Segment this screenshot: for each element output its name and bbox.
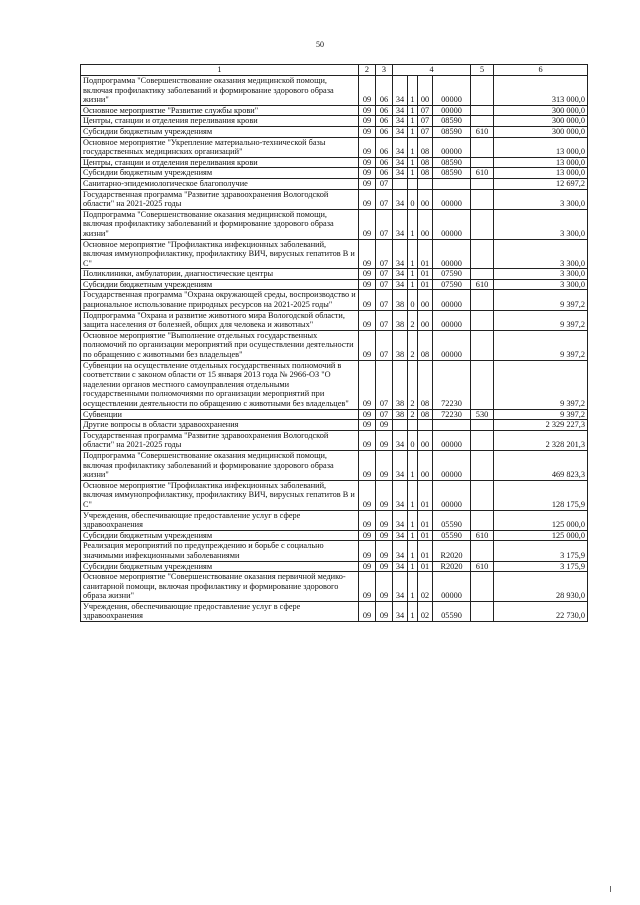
row-section: 09	[359, 430, 376, 450]
row-name: Подпрограмма "Совершенствование оказания медицинской помощи, включая профилактику заболеваний и формирование здорового образа жизни"	[81, 209, 359, 239]
table-row	[81, 430, 588, 450]
table-row	[81, 126, 588, 137]
row-program: 34	[393, 269, 408, 280]
row-expense-type	[471, 480, 494, 510]
row-section: 09	[359, 561, 376, 572]
row-subsection: 07	[376, 310, 393, 330]
row-subprogram: 1	[408, 76, 418, 106]
row-activity: 00	[418, 189, 433, 209]
row-subsection: 07	[376, 239, 393, 269]
row-activity: 07	[418, 116, 433, 127]
row-subsection: 07	[376, 189, 393, 209]
row-name: Субсидии бюджетным учреждениям	[81, 530, 359, 541]
row-activity: 08	[418, 137, 433, 157]
col-header-6: 6	[494, 65, 588, 76]
row-activity: 01	[418, 530, 433, 541]
row-name: Подпрограмма "Совершенствование оказания медицинской помощи, включая профилактику заболеваний и формирование здорового образа жизни"	[81, 450, 359, 480]
table-row	[81, 480, 588, 510]
row-amount: 9 397,2	[494, 310, 588, 330]
row-activity: 01	[418, 561, 433, 572]
row-subsection: 09	[376, 601, 393, 621]
row-name: Субвенции на осуществление отдельных государственных полномочий в соответствии с законом области от 15 января 2013 года № 2966-ОЗ "О наделении органов местного самоуправления отдельными государственными полномочиями по организации мероприятий при осуществлении деятельности по обращению с животными без владельцев"	[81, 360, 359, 409]
row-program: 34	[393, 561, 408, 572]
row-name: Поликлиники, амбулатории, диагностические центры	[81, 269, 359, 280]
row-subprogram: 0	[408, 189, 418, 209]
table-row	[81, 330, 588, 360]
row-expense-type	[471, 601, 494, 621]
row-direction: 00000	[433, 330, 471, 360]
row-direction: 08590	[433, 116, 471, 127]
table-row	[81, 572, 588, 602]
row-expense-type	[471, 310, 494, 330]
row-subsection: 09	[376, 480, 393, 510]
table-row	[81, 279, 588, 290]
row-amount: 3 300,0	[494, 279, 588, 290]
row-name: Учреждения, обеспечивающие предоставление услуг в сфере здравоохранения	[81, 601, 359, 621]
row-expense-type: 610	[471, 561, 494, 572]
row-program: 38	[393, 290, 408, 310]
row-name: Субсидии бюджетным учреждениям	[81, 126, 359, 137]
row-program: 34	[393, 480, 408, 510]
row-direction: 05590	[433, 530, 471, 541]
row-subsection: 09	[376, 541, 393, 561]
row-subsection: 07	[376, 269, 393, 280]
row-amount: 3 175,9	[494, 541, 588, 561]
row-section: 09	[359, 76, 376, 106]
row-expense-type	[471, 269, 494, 280]
table-row	[81, 76, 588, 106]
table-row	[81, 310, 588, 330]
row-section: 09	[359, 409, 376, 420]
row-name: Центры, станции и отделения переливания крови	[81, 116, 359, 127]
row-direction: 72230	[433, 409, 471, 420]
row-program: 34	[393, 209, 408, 239]
row-activity: 02	[418, 601, 433, 621]
row-program: 34	[393, 76, 408, 106]
row-subprogram: 0	[408, 430, 418, 450]
row-section: 09	[359, 189, 376, 209]
table-row	[81, 450, 588, 480]
row-name: Основное мероприятие "Совершенствование оказания первичной медико-санитарной помощи, включая профилактику и формирование здорового образа жизни"	[81, 572, 359, 602]
table-row	[81, 601, 588, 621]
row-direction: 00000	[433, 290, 471, 310]
row-direction: R2020	[433, 541, 471, 561]
row-activity: 07	[418, 105, 433, 116]
row-subsection: 09	[376, 430, 393, 450]
page-number: 50	[316, 40, 324, 49]
row-activity	[418, 420, 433, 431]
row-name: Учреждения, обеспечивающие предоставление услуг в сфере здравоохранения	[81, 510, 359, 530]
row-expense-type	[471, 572, 494, 602]
row-section: 09	[359, 157, 376, 168]
row-subsection: 09	[376, 530, 393, 541]
row-program: 34	[393, 105, 408, 116]
row-subsection: 06	[376, 137, 393, 157]
table-row	[81, 510, 588, 530]
row-amount: 3 300,0	[494, 269, 588, 280]
table-row	[81, 541, 588, 561]
budget-table	[80, 64, 588, 622]
row-direction: 72230	[433, 360, 471, 409]
row-program: 34	[393, 189, 408, 209]
table-row	[81, 137, 588, 157]
row-activity: 01	[418, 480, 433, 510]
row-expense-type	[471, 420, 494, 431]
row-program: 34	[393, 541, 408, 561]
row-subprogram: 1	[408, 116, 418, 127]
row-section: 09	[359, 572, 376, 602]
row-amount: 125 000,0	[494, 510, 588, 530]
row-activity: 02	[418, 572, 433, 602]
row-expense-type: 610	[471, 530, 494, 541]
table-row	[81, 420, 588, 431]
row-direction: R2020	[433, 561, 471, 572]
row-activity: 00	[418, 76, 433, 106]
row-amount: 300 000,0	[494, 105, 588, 116]
row-name: Основное мероприятие "Развитие службы крови"	[81, 105, 359, 116]
row-name: Субсидии бюджетным учреждениям	[81, 279, 359, 290]
row-amount: 9 397,2	[494, 409, 588, 420]
table-row	[81, 409, 588, 420]
row-expense-type	[471, 157, 494, 168]
row-subprogram	[408, 178, 418, 189]
row-section: 09	[359, 269, 376, 280]
row-name: Субсидии бюджетным учреждениям	[81, 561, 359, 572]
row-direction: 00000	[433, 450, 471, 480]
row-amount: 9 397,2	[494, 290, 588, 310]
row-direction	[433, 178, 471, 189]
row-expense-type	[471, 178, 494, 189]
row-section: 09	[359, 480, 376, 510]
row-section: 09	[359, 360, 376, 409]
row-expense-type: 610	[471, 279, 494, 290]
row-expense-type	[471, 76, 494, 106]
table-row	[81, 561, 588, 572]
row-direction: 08590	[433, 168, 471, 179]
row-program: 34	[393, 530, 408, 541]
row-name: Центры, станции и отделения переливания крови	[81, 157, 359, 168]
row-expense-type	[471, 450, 494, 480]
row-subprogram: 2	[408, 360, 418, 409]
row-direction: 07590	[433, 279, 471, 290]
row-amount: 2 328 201,3	[494, 430, 588, 450]
row-expense-type	[471, 239, 494, 269]
row-direction: 00000	[433, 137, 471, 157]
row-direction: 00000	[433, 76, 471, 106]
row-direction: 00000	[433, 105, 471, 116]
row-program: 34	[393, 279, 408, 290]
row-activity: 01	[418, 279, 433, 290]
row-program	[393, 420, 408, 431]
row-expense-type	[471, 137, 494, 157]
row-activity: 08	[418, 157, 433, 168]
row-activity: 08	[418, 409, 433, 420]
row-subprogram: 1	[408, 168, 418, 179]
row-direction: 07590	[433, 269, 471, 280]
row-amount: 3 300,0	[494, 239, 588, 269]
col-header-3: 3	[376, 65, 393, 76]
row-section: 09	[359, 126, 376, 137]
row-expense-type	[471, 430, 494, 450]
row-amount: 12 697,2	[494, 178, 588, 189]
row-name: Другие вопросы в области здравоохранения	[81, 420, 359, 431]
row-amount: 300 000,0	[494, 116, 588, 127]
row-name: Реализация мероприятий по предупреждению и борьбе с социально значимыми инфекционными заболеваниями	[81, 541, 359, 561]
row-amount: 28 930,0	[494, 572, 588, 602]
row-name: Государственная программа "Развитие здравоохранения Вологодской области" на 2021-2025 годы	[81, 430, 359, 450]
row-program	[393, 178, 408, 189]
row-subsection: 09	[376, 572, 393, 602]
row-expense-type	[471, 330, 494, 360]
row-program: 34	[393, 116, 408, 127]
table-row	[81, 290, 588, 310]
row-subsection: 09	[376, 450, 393, 480]
row-activity: 01	[418, 541, 433, 561]
table-row	[81, 209, 588, 239]
row-subprogram: 1	[408, 572, 418, 602]
row-activity: 08	[418, 360, 433, 409]
row-subsection: 07	[376, 209, 393, 239]
row-program: 34	[393, 137, 408, 157]
row-amount: 22 730,0	[494, 601, 588, 621]
table-row	[81, 168, 588, 179]
row-name: Субвенции	[81, 409, 359, 420]
row-amount: 2 329 227,3	[494, 420, 588, 431]
row-subprogram: 1	[408, 601, 418, 621]
row-subprogram: 2	[408, 330, 418, 360]
row-subsection: 07	[376, 279, 393, 290]
row-name: Основное мероприятие "Укрепление материально-технической базы государственных медицинских организаций"	[81, 137, 359, 157]
row-activity: 08	[418, 330, 433, 360]
row-section: 09	[359, 601, 376, 621]
row-activity: 00	[418, 430, 433, 450]
table-row	[81, 189, 588, 209]
row-subsection: 07	[376, 290, 393, 310]
row-section: 09	[359, 310, 376, 330]
row-program: 34	[393, 601, 408, 621]
row-name: Основное мероприятие "Профилактика инфекционных заболеваний, включая иммунопрофилактику, профилактику ВИЧ, вирусных гепатитов В и С"	[81, 239, 359, 269]
row-amount: 13 000,0	[494, 137, 588, 157]
row-section: 09	[359, 168, 376, 179]
table-row	[81, 360, 588, 409]
row-direction: 00000	[433, 430, 471, 450]
row-direction: 08590	[433, 157, 471, 168]
row-direction: 00000	[433, 572, 471, 602]
row-expense-type	[471, 290, 494, 310]
table-row	[81, 116, 588, 127]
row-program: 34	[393, 168, 408, 179]
row-program: 34	[393, 157, 408, 168]
row-section: 09	[359, 290, 376, 310]
row-amount: 9 397,2	[494, 360, 588, 409]
row-subsection: 09	[376, 420, 393, 431]
row-subprogram: 1	[408, 126, 418, 137]
row-direction: 00000	[433, 209, 471, 239]
row-name: Субсидии бюджетным учреждениям	[81, 168, 359, 179]
row-subprogram	[408, 420, 418, 431]
row-subprogram: 1	[408, 561, 418, 572]
row-expense-type	[471, 105, 494, 116]
row-program: 34	[393, 450, 408, 480]
row-amount: 3 300,0	[494, 189, 588, 209]
row-expense-type	[471, 116, 494, 127]
row-direction: 00000	[433, 239, 471, 269]
row-name: Государственная программа "Охрана окружающей среды, воспроизводство и рациональное использование природных ресурсов на 2021-2025 годы"	[81, 290, 359, 310]
row-amount: 13 000,0	[494, 157, 588, 168]
row-amount: 9 397,2	[494, 330, 588, 360]
row-direction: 00000	[433, 480, 471, 510]
row-name: Подпрограмма "Совершенствование оказания медицинской помощи, включая профилактику заболеваний и формирование здорового образа жизни"	[81, 76, 359, 106]
row-subprogram: 2	[408, 310, 418, 330]
row-direction: 00000	[433, 189, 471, 209]
row-subprogram: 1	[408, 105, 418, 116]
table-row	[81, 269, 588, 280]
row-expense-type	[471, 189, 494, 209]
row-direction: 08590	[433, 126, 471, 137]
row-section: 09	[359, 330, 376, 360]
row-section: 09	[359, 530, 376, 541]
row-section: 09	[359, 105, 376, 116]
row-subsection: 07	[376, 409, 393, 420]
row-program: 38	[393, 310, 408, 330]
row-program: 38	[393, 330, 408, 360]
row-activity: 07	[418, 126, 433, 137]
row-expense-type: 610	[471, 168, 494, 179]
row-section: 09	[359, 279, 376, 290]
row-direction: 00000	[433, 310, 471, 330]
row-section: 09	[359, 178, 376, 189]
table-row	[81, 239, 588, 269]
row-expense-type	[471, 360, 494, 409]
row-direction: 05590	[433, 601, 471, 621]
row-subsection: 06	[376, 157, 393, 168]
col-header-5: 5	[471, 65, 494, 76]
row-section: 09	[359, 137, 376, 157]
row-section: 09	[359, 209, 376, 239]
col-header-4: 4	[393, 65, 471, 76]
scan-edge-mark	[610, 886, 611, 892]
row-program: 34	[393, 572, 408, 602]
row-section: 09	[359, 116, 376, 127]
row-expense-type: 530	[471, 409, 494, 420]
row-program: 38	[393, 360, 408, 409]
row-subprogram: 1	[408, 279, 418, 290]
row-subsection: 06	[376, 105, 393, 116]
table-row	[81, 157, 588, 168]
col-header-1: 1	[81, 65, 359, 76]
table-row	[81, 178, 588, 189]
row-amount: 300 000,0	[494, 126, 588, 137]
row-section: 09	[359, 420, 376, 431]
row-program: 34	[393, 126, 408, 137]
row-amount: 128 175,9	[494, 480, 588, 510]
row-section: 09	[359, 450, 376, 480]
row-section: 09	[359, 510, 376, 530]
table-row	[81, 530, 588, 541]
row-direction	[433, 420, 471, 431]
row-subsection: 07	[376, 360, 393, 409]
row-subsection: 09	[376, 561, 393, 572]
row-amount: 3 300,0	[494, 209, 588, 239]
row-program: 34	[393, 430, 408, 450]
row-name: Санитарно-эпидемиологическое благополучие	[81, 178, 359, 189]
table-row	[81, 105, 588, 116]
header-row	[81, 65, 588, 76]
row-activity: 01	[418, 510, 433, 530]
row-subprogram: 1	[408, 239, 418, 269]
row-subprogram: 1	[408, 450, 418, 480]
row-subsection: 07	[376, 330, 393, 360]
row-program: 34	[393, 510, 408, 530]
row-activity: 00	[418, 290, 433, 310]
row-subprogram: 1	[408, 209, 418, 239]
row-amount: 313 000,0	[494, 76, 588, 106]
row-expense-type	[471, 541, 494, 561]
row-direction: 05590	[433, 510, 471, 530]
row-subsection: 06	[376, 76, 393, 106]
row-subprogram: 1	[408, 530, 418, 541]
col-header-2: 2	[359, 65, 376, 76]
row-subsection: 06	[376, 116, 393, 127]
row-amount: 13 000,0	[494, 168, 588, 179]
row-name: Государственная программа "Развитие здравоохранения Вологодской области" на 2021-2025 годы	[81, 189, 359, 209]
row-subprogram: 1	[408, 510, 418, 530]
row-subsection: 07	[376, 178, 393, 189]
row-subprogram: 1	[408, 157, 418, 168]
row-activity: 08	[418, 168, 433, 179]
row-program: 34	[393, 239, 408, 269]
row-subprogram: 0	[408, 290, 418, 310]
row-subsection: 09	[376, 510, 393, 530]
row-section: 09	[359, 239, 376, 269]
row-name: Основное мероприятие "Профилактика инфекционных заболеваний, включая иммунопрофилактику, профилактику ВИЧ, вирусных гепатитов В и С"	[81, 480, 359, 510]
row-subprogram: 2	[408, 409, 418, 420]
row-expense-type	[471, 209, 494, 239]
row-amount: 3 175,9	[494, 561, 588, 572]
row-subprogram: 1	[408, 480, 418, 510]
row-name: Основное мероприятие "Выполнение отдельных государственных полномочий по организации мероприятий при осуществлении деятельности по обращению с животными без владельцев"	[81, 330, 359, 360]
row-name: Подпрограмма "Охрана и развитие животного мира Вологодской области, защита населения от болезней, общих для человека и животных"	[81, 310, 359, 330]
row-subprogram: 1	[408, 269, 418, 280]
row-activity: 00	[418, 450, 433, 480]
row-activity: 01	[418, 269, 433, 280]
row-subsection: 06	[376, 168, 393, 179]
row-activity: 01	[418, 239, 433, 269]
row-amount: 469 823,3	[494, 450, 588, 480]
row-section: 09	[359, 541, 376, 561]
row-program: 38	[393, 409, 408, 420]
row-subprogram: 1	[408, 137, 418, 157]
row-activity	[418, 178, 433, 189]
row-subprogram: 1	[408, 541, 418, 561]
row-subsection: 06	[376, 126, 393, 137]
row-amount: 125 000,0	[494, 530, 588, 541]
row-expense-type: 610	[471, 126, 494, 137]
row-expense-type	[471, 510, 494, 530]
row-activity: 00	[418, 209, 433, 239]
row-activity: 00	[418, 310, 433, 330]
